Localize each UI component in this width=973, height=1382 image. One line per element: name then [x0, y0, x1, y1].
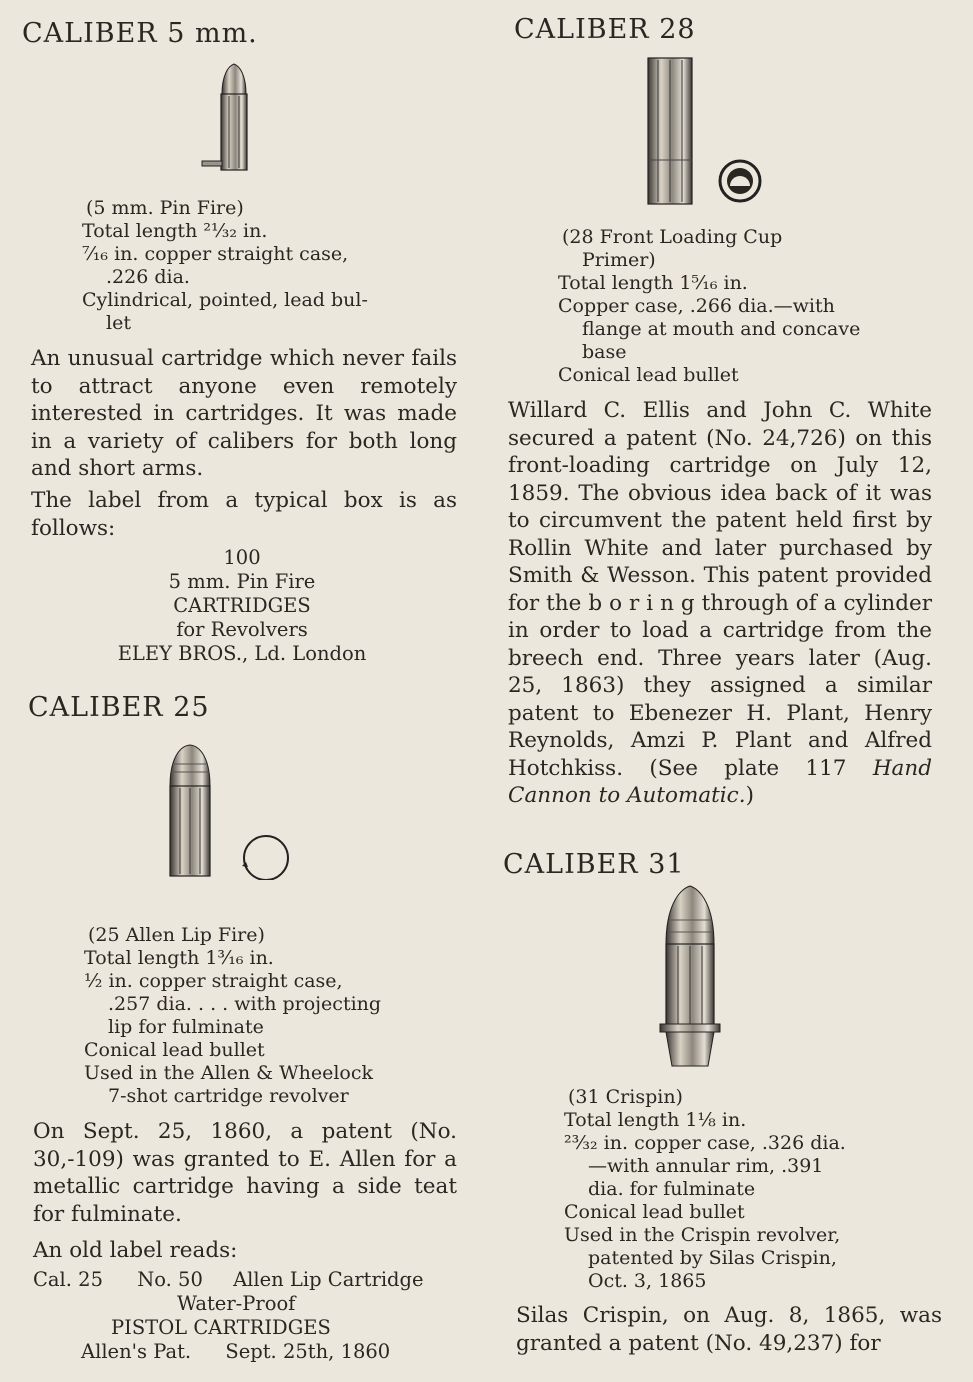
spec-line: Total length ²¹⁄₃₂ in. [82, 220, 268, 242]
spec-block-31 [564, 1086, 846, 1293]
spec-line: ½ in. copper straight case, [84, 970, 343, 992]
spec-line: patented by Silas Crispin, [588, 1247, 837, 1269]
spec-line: (31 Crispin) [568, 1086, 683, 1108]
label-pat: Allen's Pat. [81, 1340, 192, 1363]
label-line: 100 [223, 546, 261, 569]
spec-line: —with annular rim, .391 [588, 1155, 824, 1177]
spec-line: ²³⁄₃₂ in. copper case, .326 dia. [564, 1132, 846, 1154]
heading-caliber-5mm: CALIBER 5 mm. [22, 18, 258, 49]
spec-line: 7-shot cartridge revolver [108, 1085, 349, 1107]
spec-block-25 [84, 924, 381, 1108]
label-line: 5 mm. Pin Fire [168, 570, 316, 593]
label-date: Sept. 25th, 1860 [225, 1340, 391, 1363]
spec-line: let [106, 312, 131, 334]
spec-line: (28 Front Loading Cup [562, 226, 783, 248]
spec-line: Copper case, .266 dia.—with [558, 295, 835, 317]
label-no: No. 50 [137, 1268, 203, 1291]
paragraph-28-patent [508, 397, 932, 810]
heading-caliber-28: CALIBER 28 [514, 14, 696, 45]
spec-line: flange at mouth and concave [582, 318, 861, 340]
plate-reference: (See plate 117 Hand Cannon to Automatic.) [508, 755, 932, 808]
spec-line: Primer) [582, 249, 656, 271]
spec-line: .226 dia. [106, 266, 190, 288]
label-line: PISTOL CARTRIDGES [111, 1316, 331, 1339]
paragraph-25-patent: On Sept. 25, 1860, a patent (No. 30,-109) was granted to E. Allen for a metallic cartridge having a side teat for fulminate. [33, 1119, 457, 1227]
cartridge-5mm-illustration [198, 62, 264, 174]
paragraph-text: Willard C. Ellis and John C. White secured a patent (No. 24,726) on this front-loading cartridge on July 12, 1859. The obvious idea back of it was to circumvent the patent held first by Rollin White and later purchased by Smith & Wesson. This patent provided for the b o r i n g through of a cylinder in order to load a cartridge from the breech end. Three years later (Aug. 25, 1863) they assigned a similar patent to Ebenezer H. Plant, Henry Reynolds, Amzi P. Plant and Alfred Hotchkiss. [508, 398, 932, 781]
spec-line: Oct. 3, 1865 [588, 1270, 707, 1292]
spec-block-5mm [82, 197, 368, 335]
spec-line: base [582, 341, 627, 363]
box-label-25 [33, 1268, 463, 1364]
spec-line: ⁷⁄₁₆ in. copper straight case, [82, 243, 349, 265]
label-cal: Cal. 25 [33, 1268, 103, 1291]
label-line: Water-Proof [177, 1292, 296, 1315]
spec-line: (5 mm. Pin Fire) [86, 197, 244, 219]
label-line: ELEY BROS., Ld. London [117, 642, 367, 665]
paragraph-31-patent: Silas Crispin, on Aug. 8, 1865, was granted a patent (No. 49,237) for [516, 1303, 942, 1356]
label-title: Allen Lip Cartridge [233, 1268, 424, 1291]
paragraph-5mm-label-intro: The label from a typical box is as follows: [31, 488, 457, 541]
spec-line: Conical lead bullet [564, 1201, 745, 1223]
spec-block-28 [558, 226, 860, 387]
label-line: CARTRIDGES [173, 594, 311, 617]
spec-line: .257 dia. . . . with projecting [108, 993, 382, 1015]
heading-caliber-25: CALIBER 25 [28, 692, 210, 723]
box-label-5mm [60, 546, 424, 666]
spec-line: Total length 1³⁄₁₆ in. [84, 947, 274, 969]
heading-caliber-31: CALIBER 31 [503, 849, 685, 880]
spec-line: Total length 1⅛ in. [564, 1109, 747, 1131]
book-title: Hand Cannon to Automatic. [508, 755, 932, 808]
spec-line: Used in the Crispin revolver, [564, 1224, 841, 1246]
spec-line: dia. for fulminate [588, 1178, 756, 1200]
cartridge-25-illustration [166, 744, 296, 880]
spec-line: Used in the Allen & Wheelock [84, 1062, 373, 1084]
paragraph-5mm-intro: An unusual cartridge which never fails to attract anyone even remotely interested in cartridges. It was made in a variety of calibers for both long and short arms. [31, 346, 457, 481]
spec-line: Conical lead bullet [558, 364, 739, 386]
cartridge-31-illustration [658, 884, 724, 1070]
label-line: for Revolvers [176, 618, 308, 641]
spec-line: Conical lead bullet [84, 1039, 265, 1061]
cartridge-28-illustration [644, 56, 766, 208]
spec-line: Total length 1⁵⁄₁₆ in. [558, 272, 748, 294]
spec-line: Cylindrical, pointed, lead bul- [82, 289, 368, 311]
spec-line: lip for fulminate [108, 1016, 264, 1038]
paragraph-25-label-intro: An old label reads: [33, 1238, 238, 1263]
spec-line: (25 Allen Lip Fire) [88, 924, 265, 946]
